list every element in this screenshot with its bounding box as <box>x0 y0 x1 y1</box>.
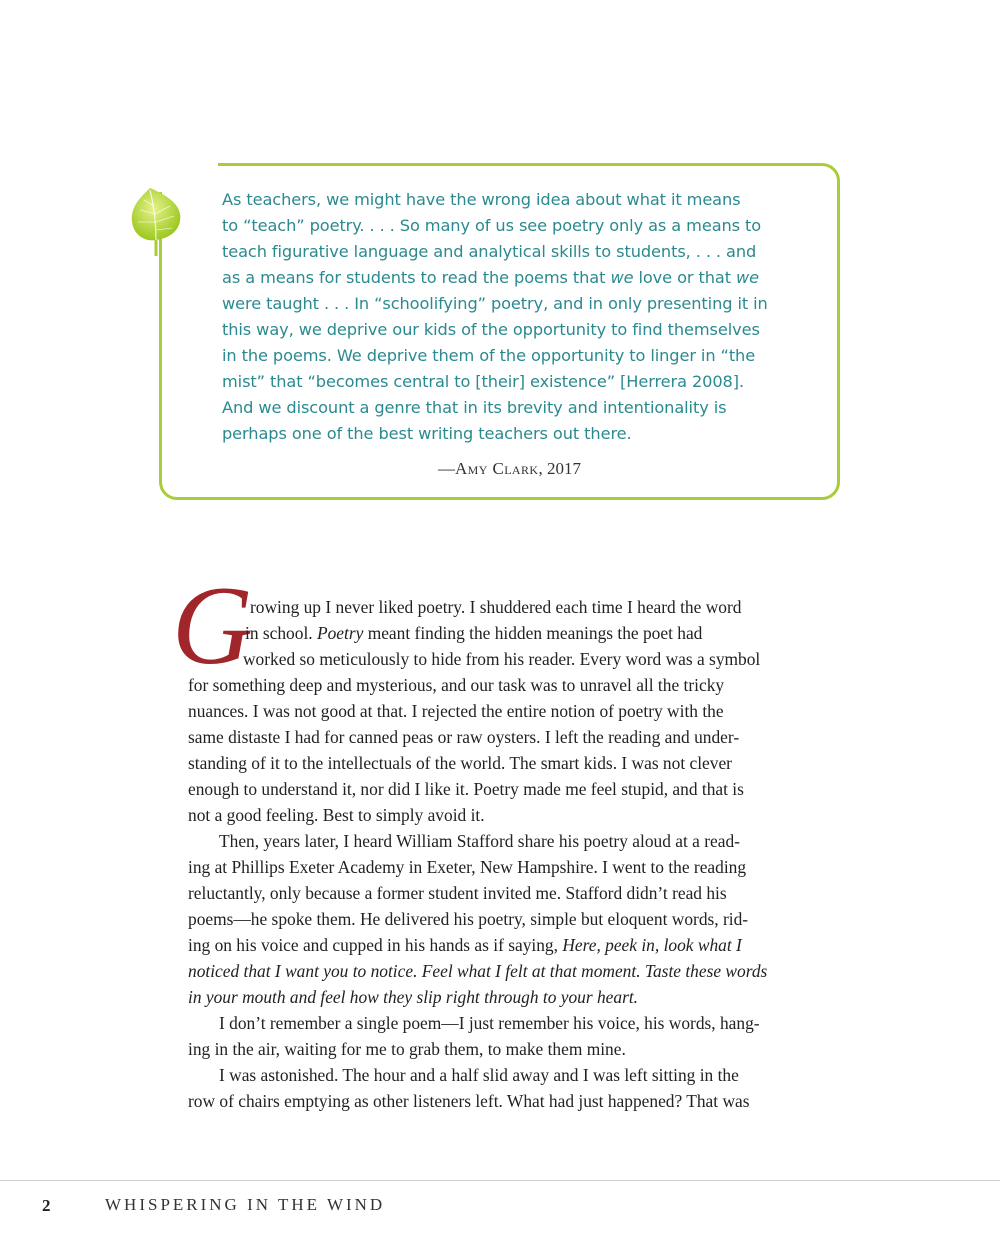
drop-cap: G <box>172 564 253 688</box>
epigraph-attribution: —Amy Clark, 2017 <box>438 459 581 478</box>
body-line: worked so meticulously to hide from his reader. Every word was a symbol <box>243 649 761 669</box>
body-line: row of chairs emptying as other listeners left. What had just happened? That was <box>188 1091 750 1111</box>
body-line: for something deep and mysterious, and our task was to unravel all the tricky <box>188 675 725 695</box>
quote-line: teach figurative language and analytical skills to students, . . . and <box>222 242 757 261</box>
body-text <box>188 594 808 1114</box>
body-line: poems—he spoke them. He delivered his poetry, simple but eloquent words, rid- <box>188 909 749 929</box>
page-number: 2 <box>42 1196 51 1215</box>
body-line: same distaste I had for canned peas or raw oysters. I left the reading and under- <box>188 727 740 747</box>
body-line: ing in the air, waiting for me to grab them, to make them mine. <box>188 1039 626 1059</box>
body-line: noticed that I want you to notice. Feel what I felt at that moment. Taste these words <box>188 961 768 981</box>
body-line: standing of it to the intellectuals of the world. The smart kids. I was not clever <box>188 753 732 773</box>
body-line: in your mouth and feel how they slip right through to your heart. <box>188 987 639 1007</box>
quote-line: As teachers, we might have the wrong idea about what it means <box>222 190 741 209</box>
body-line: nuances. I was not good at that. I rejected the entire notion of poetry with the <box>188 701 724 721</box>
quote-line: mist” that “becomes central to [their] existence” [Herrera 2008]. <box>222 372 744 391</box>
leaf-icon <box>128 186 186 256</box>
quote-line: this way, we deprive our kids of the opportunity to find themselves <box>222 320 760 339</box>
quote-line: as a means for students to read the poems that we love or that we <box>222 268 759 287</box>
body-line: ing on his voice and cupped in his hands as if saying, Here, peek in, look what I <box>188 935 742 955</box>
quote-line: to “teach” poetry. . . . So many of us see poetry only as a means to <box>222 216 762 235</box>
body-line: I was astonished. The hour and a half slid away and I was left sitting in the <box>219 1065 739 1085</box>
body-line: in school. Poetry meant finding the hidden meanings the poet had <box>245 623 703 643</box>
footer-divider <box>0 1180 1000 1181</box>
body-line: I don’t remember a single poem—I just remember his voice, his words, hang- <box>219 1013 760 1033</box>
running-head: WHISPERING IN THE WIND <box>105 1195 386 1214</box>
quote-line: And we discount a genre that in its brevity and intentionality is <box>222 398 727 417</box>
body-line: rowing up I never liked poetry. I shuddered each time I heard the word <box>250 597 742 617</box>
quote-line: were taught . . . In “schoolifying” poetry, and in only presenting it in <box>222 294 768 313</box>
epigraph-quote <box>222 187 802 447</box>
body-line: ing at Phillips Exeter Academy in Exeter, New Hampshire. I went to the reading <box>188 857 747 877</box>
body-line: enough to understand it, nor did I like it. Poetry made me feel stupid, and that is <box>188 779 744 799</box>
body-line: Then, years later, I heard William Stafford share his poetry aloud at a read- <box>219 831 740 851</box>
body-line: reluctantly, only because a former student invited me. Stafford didn’t read his <box>188 883 727 903</box>
quote-line: in the poems. We deprive them of the opportunity to linger in “the <box>222 346 756 365</box>
quote-line: perhaps one of the best writing teachers out there. <box>222 424 632 443</box>
body-line: not a good feeling. Best to simply avoid it. <box>188 805 485 825</box>
